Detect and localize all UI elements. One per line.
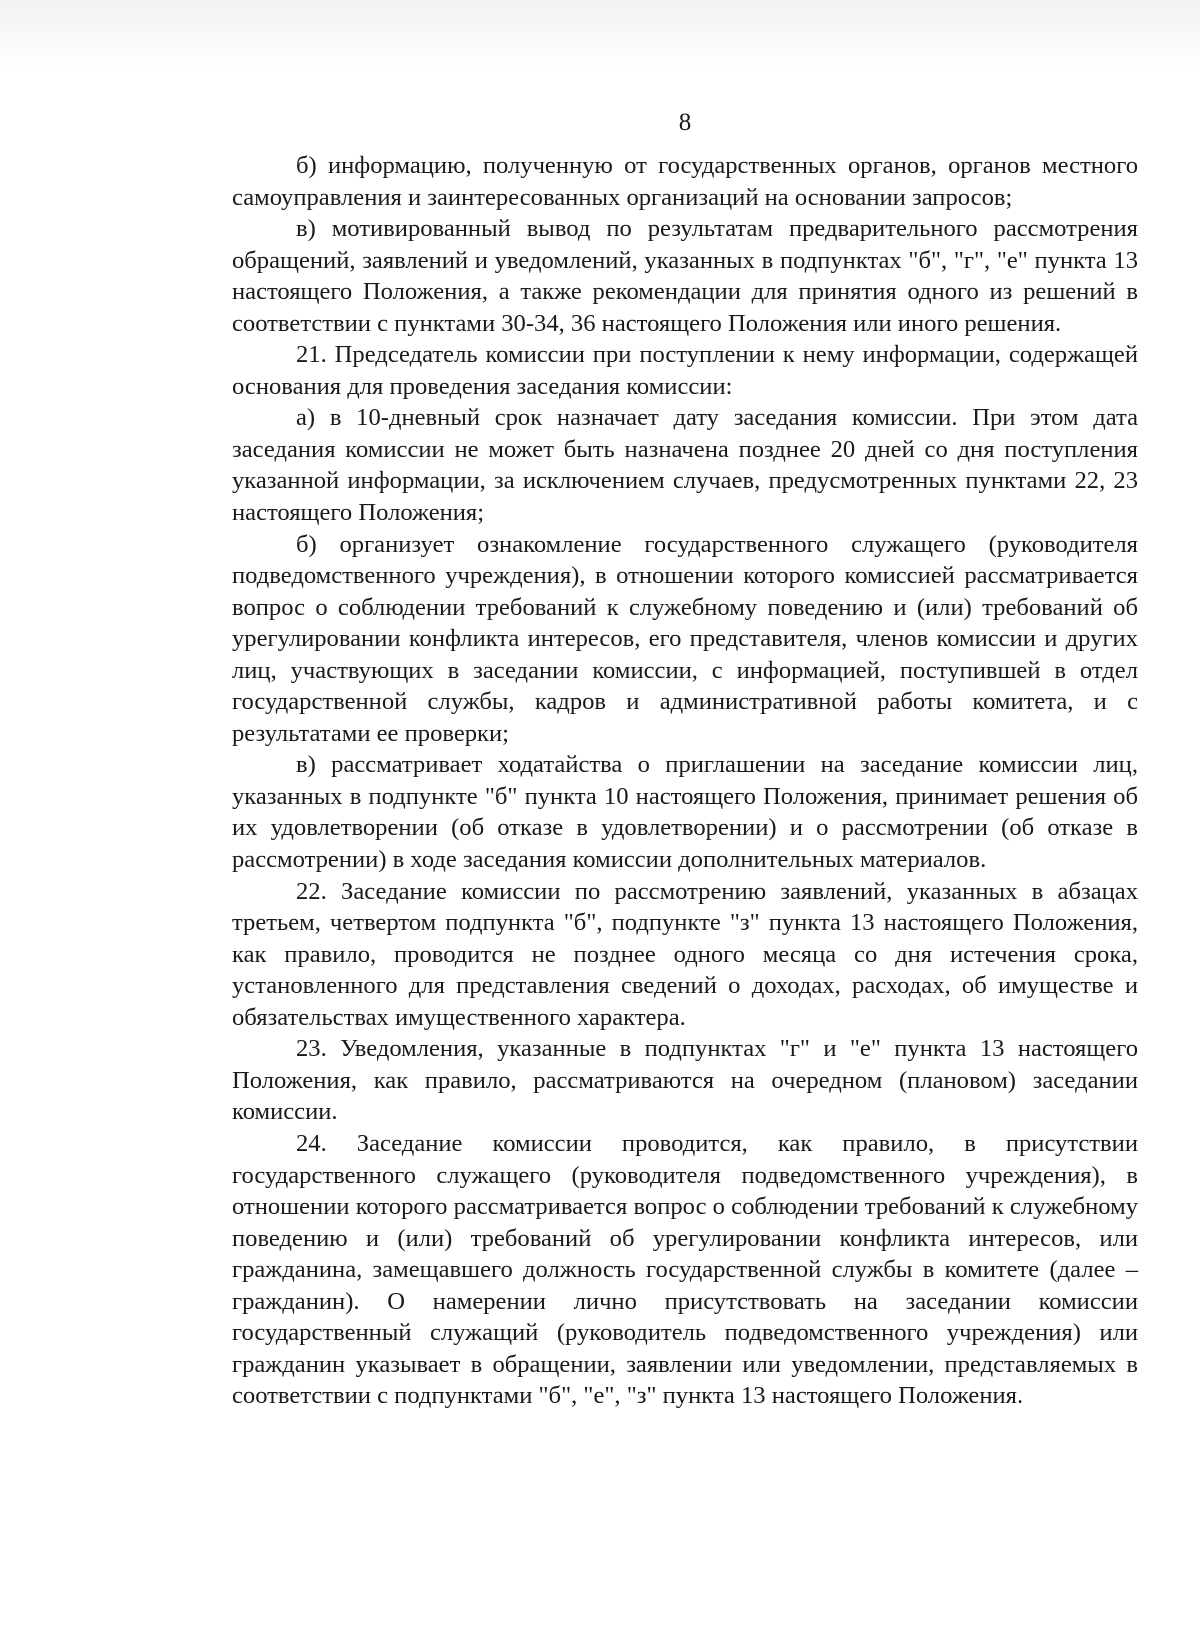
paragraph-22: 22. Заседание комиссии по рассмотрению заявлений, указанных в абзацах третьем, четвертом подпункта "б", подпункте "з" пункта 13 настоящего Положения, как правило, проводится не позднее одного месяца со дня истечения срока, установленного для представления сведений о доходах, расходах, об имуществе и обязательствах имущественного характера. (232, 877, 1138, 1031)
paragraph-21-b: б) организует ознакомление государственного служащего (руководителя подведомственного учреждения), в отношении которого комиссией рассматривается вопрос о соблюдении требований к служебному поведению и (или) требований об урегулировании конфликта интересов, его представителя, членов комиссии и других лиц, участвующих в заседании комиссии, с информацией, поступившей в отдел государственной службы, кадров и административной работы комитета, и с результатами ее проверки; (232, 530, 1138, 747)
document-body (232, 150, 1138, 1412)
paragraph-21-a: а) в 10-дневный срок назначает дату заседания комиссии. При этом дата заседания комиссии не может быть назначена позднее 20 дней со дня поступления указанной информации, за исключением случаев, предусмотренных пунктами 22, 23 настоящего Положения; (232, 404, 1138, 527)
paragraph-24: 24. Заседание комиссии проводится, как правило, в присутствии государственного служащего (руководителя подведомственного учреждения), в отношении которого рассматривается вопрос о соблюдении требований к служебному поведению и (или) требований об урегулировании конфликта интересов, или гражданина, замещавшего должность государственной службы в комитете (далее – гражданин). О намерении лично присутствовать на заседании комиссии государственный служащий (руководитель подведомственного учреждения) или гражданин указывает в обращении, заявлении или уведомлении, представляемых в соответствии с подпунктами "б", "е", "з" пункта 13 настоящего Положения. (232, 1129, 1138, 1410)
paragraph-v-conclusion: в) мотивированный вывод по результатам предварительного рассмотрения обращений, заявлений и уведомлений, указанных в подпунктах "б", "г", "е" пункта 13 настоящего Положения, а также рекомендации для принятия одного из решений в соответствии с пунктами 30-34, 36 настоящего Положения или иного решения. (232, 215, 1138, 337)
scan-shadow (0, 0, 1200, 70)
paragraph-21: 21. Председатель комиссии при поступлении к нему информации, содержащей основания для проведения заседания комиссии: (232, 341, 1138, 400)
page-number: 8 (678, 109, 692, 136)
paragraph-21-v: в) рассматривает ходатайства о приглашении на заседание комиссии лиц, указанных в подпункте "б" пункта 10 настоящего Положения, принимает решения об их удовлетворении (об отказе в удовлетворении) и о рассмотрении (об отказе в рассмотрении) в ходе заседания комиссии дополнительных материалов. (232, 751, 1138, 874)
paragraph-b-information: б) информацию, полученную от государственных органов, органов местного самоуправления и заинтересованных организаций на основании запросов; (232, 152, 1138, 211)
paragraph-23: 23. Уведомления, указанные в подпунктах "г" и "е" пункта 13 настоящего Положения, как правило, рассматриваются на очередном (плановом) заседании комиссии. (232, 1035, 1138, 1126)
